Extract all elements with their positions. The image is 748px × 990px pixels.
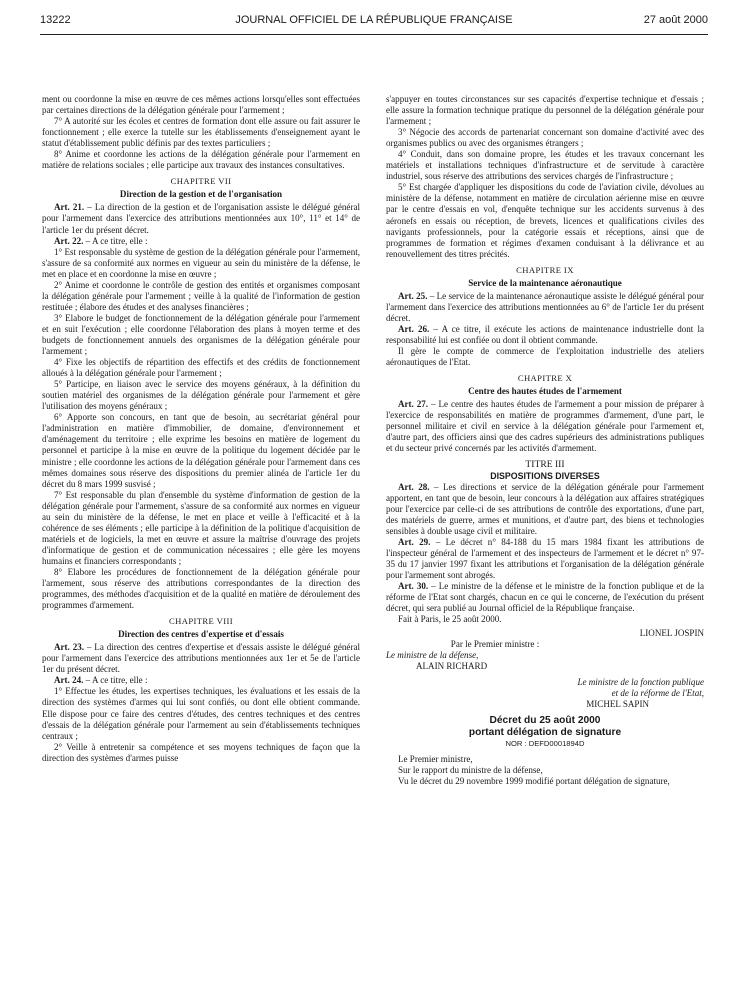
article-text: – Le ministre de la défense et le ministre de la fonction publique et de la réforme de l'Etat sont chargés, chacun en ce qui le concerne, de l'exécution du présent décret, qui sera publié au Journal officiel de la République française. (386, 580, 704, 614)
title-subheading: DISPOSITIONS DIVERSES (490, 470, 600, 481)
paragraph: 8° Anime et coordonne les actions de la délégation générale pour l'armement en matière de relations sociales ; elle participe aux travaux des instances consultatives. (42, 149, 360, 171)
paragraph: Le Premier ministre, (398, 753, 473, 764)
paragraph: ment ou coordonne la mise en œuvre de ces mêmes actions lorsqu'elles sont effectuées par certaines directions de la délégation générale pour l'armement ; (42, 94, 360, 116)
journal-title: JOURNAL OFFICIEL DE LA RÉPUBLIQUE FRANÇAISE (235, 14, 513, 26)
article (386, 581, 704, 614)
paragraph: 5° Participe, en liaison avec le service des moyens généraux, à la définition du soutien matériel des organismes de la délégation générale pour l'armement et gère l'utilisation des moyens généraux ; (42, 379, 360, 412)
article-text: – Le décret n° 84-188 du 15 mars 1984 fixant les attributions de l'inspecteur général de l'armement et des inspecteurs de l'armement et le décret n° 97-35 du 17 janvier 1997 fixant les attributions et l'organisation de la délégation générale pour l'armement sont abrogés. (386, 536, 704, 580)
article-text: – Les directions et service de la délégation générale pour l'armement apportent, en tant que de besoin, leur concours à la délégation aux affaires stratégiques pour l'exercice par celle-ci de ses attributions de contrôle des exportations, d'une part, des matériels de guerre, armes et munitions, et d'autre part, des biens et technologies sensibles à double usage civil et militaire. (386, 481, 704, 536)
article (42, 642, 360, 675)
signature-line: Par le Premier ministre : (450, 639, 540, 650)
article-text: – A ce titre, il exécute les actions de maintenance industrielle dont la responsabilité lui est confiée ou dont il obtient commande. (386, 323, 704, 345)
section-heading: Direction des centres d'expertise et d'essais (118, 629, 284, 640)
right-column (386, 94, 704, 787)
signature-title: et de la réforme de l'Etat, (611, 688, 704, 699)
article-text: – La direction de la gestion et de l'organisation assiste le délégué général pour l'armement dans l'exercice des attributions mentionnées aux 10°, 11° et 14° de l'article 1er du présent décret. (42, 202, 360, 235)
chapter-heading: CHAPITRE VIII (168, 616, 233, 627)
article-number: Art. 29. (398, 536, 431, 547)
article-number: Art. 21. (54, 202, 85, 213)
paragraph: 1° Est responsable du système de gestion de la délégation générale pour l'armement, s'assure de sa conformité aux normes en vigueur au sein du ministère de la défense, le met en place et en coordonne la mise en œuvre ; (42, 246, 360, 279)
paragraph: 7° Est responsable du plan d'ensemble du système d'information de gestion de la délégation générale pour l'armement, s'assure de sa conformité aux normes en vigueur au sein du ministère de la défense, le met en place et veille à l'efficacité et à la cohérence de ses éléments ; elle participe à la définition de la politique d'acquisition de matériels et de logiciels, la met en œuvre et assure la maîtrise d'ouvrage des projets d'informatique de gestion et de communication nécessaires ; elle gère les moyens humains et financiers correspondants ; (42, 489, 360, 566)
article-number: Art. 30. (398, 580, 429, 591)
article-text: – Le service de la maintenance aéronautique assiste le délégué général pour l'armement dans l'exercice des attributions mentionnées au 6° de l'article 1er du présent décret. (386, 290, 704, 323)
signature: MICHEL SAPIN (586, 699, 649, 710)
paragraph: 6° Apporte son concours, en tant que de besoin, au secrétariat général pour l'administration en matière d'immobilier, de domaine, d'environnement et d'aménagement du territoire ; elle exprime les besoins en matière de logement du personnel et participe à la mise en œuvre de la politique du logement décidée par le ministre ; elle coordonne les actions de la délégation générale pour l'armement dans ces mêmes domaines sous réserve des dispositions du premier alinéa de l'article 1er du décret du 8 mars 1999 susvisé ; (42, 412, 360, 489)
signature: ALAIN RICHARD (416, 661, 488, 672)
article-text: – Le centre des hautes études de l'armement a pour mission de préparer à l'exercice de responsabilités en matière de programmes d'armement, d'une part, le personnel militaire et civil en service à la délégation générale pour l'armement et, d'autre part, des officiers ainsi que des cadres supérieurs des administrations publiques et du secteur privé concernés par les activités d'armement. (386, 399, 704, 454)
section-heading: Centre des hautes études de l'armement (468, 386, 622, 397)
article-text: – La direction des centres d'expertise et d'essais assiste le délégué général pour l'armement dans l'exercice des attributions mentionnées aux 1er et 5e de l'article 1er du présent décret. (42, 642, 360, 675)
paragraph: Il gère le compte de commerce de l'exploitation industrielle des ateliers aéronautiques de l'Etat. (386, 346, 704, 368)
article (386, 291, 704, 324)
paragraph: 4° Conduit, dans son domaine propre, les études et les travaux concernant les matériels et installations techniques d'infrastructure et de servitude à caractère industriel, sous réserve des attributions des services chargés de l'infrastructure ; (386, 149, 704, 182)
signature: LIONEL JOSPIN (639, 628, 704, 639)
chapter-heading: CHAPITRE VII (170, 176, 232, 187)
article (42, 236, 360, 247)
nor-reference: NOR : DEFD0001894D (505, 739, 585, 749)
title-heading: TITRE III (525, 459, 565, 471)
article (386, 324, 704, 346)
section-heading: Direction de la gestion et de l'organisation (119, 189, 283, 200)
paragraph: Sur le rapport du ministre de la défense, (398, 764, 543, 775)
article (386, 482, 704, 537)
signature-title: Le ministre de la fonction publique (577, 677, 704, 688)
signature-title: Le ministre de la défense, (386, 650, 479, 661)
paragraph: 4° Fixe les objectifs de répartition des effectifs et des crédits de fonctionnement alloués à la délégation générale pour l'armement ; (42, 357, 360, 379)
decree-title: Décret du 25 août 2000 (489, 715, 601, 727)
paragraph: 8° Elabore les procédures de fonctionnement de la délégation générale pour l'armement, sous réserve des attributions correspondantes de la direction des programmes, des méthodes d'acquisition et de la qualité en matière de déroulement des programmes d'armement. (42, 566, 360, 611)
paragraph: s'appuyer en toutes circonstances sur ses capacités d'expertise technique et d'essais ; elle assure la formation technique pratique du personnel de la délégation générale pour l'armement ; (386, 94, 704, 127)
paragraph: 5° Est chargée d'appliquer les dispositions du code de l'aviation civile, dévolues au ministère de la défense, notamment en matière de circulation aérienne mise en œuvre par le centre d'essais en vol, d'enquête technique sur les accidents survenus à des aéronefs en essais ou réception, de brevets, licences et qualifications civiles des navigants professionnels, pour la catégorie essais et réceptions, ainsi que de programmes de formation et régimes d'examen conduisant à la délivrance et au renouvellement des titres précités. (386, 182, 704, 259)
decree-title: portant délégation de signature (468, 726, 622, 738)
article (42, 675, 360, 686)
paragraph: 1° Effectue les études, les expertises techniques, les évaluations et les essais de la direction des systèmes d'armes qui lui sont confiés, ou dont elle obtient commande. Elle dispose pour ce faire des centres d'études, des centres techniques et des centres d'essais de la délégation générale pour l'armement au sein d'établissements techniques centraux ; (42, 686, 360, 741)
article-number: Art. 24. (54, 675, 84, 686)
page-number: 13222 (40, 14, 71, 26)
left-column (42, 94, 360, 764)
paragraph: Fait à Paris, le 25 août 2000. (398, 614, 502, 625)
paragraph: 2° Veille à entretenir sa compétence et ses moyens techniques de façon que la direction des systèmes d'armes puisse (42, 741, 360, 763)
article-number: Art. 27. (398, 399, 429, 410)
article (42, 202, 360, 235)
paragraph: 3° Elabore le budget de fonctionnement de la délégation générale pour l'armement et en suit l'exécution ; elle coordonne l'élaboration des plans à moyen terme et des budgets de fonctionnement annuels des organismes de la délégation générale pour l'armement ; (42, 312, 360, 357)
article (386, 537, 704, 581)
paragraph: Vu le décret du 29 novembre 1999 modifié portant délégation de signature, (398, 775, 670, 786)
chapter-heading: CHAPITRE X (517, 373, 573, 384)
article (386, 399, 704, 454)
article-number: Art. 25. (398, 290, 428, 301)
article-number: Art. 26. (398, 323, 430, 334)
article-number: Art. 23. (54, 642, 85, 653)
section-heading: Service de la maintenance aéronautique (468, 277, 622, 288)
paragraph: 3° Négocie des accords de partenariat concernant son domaine d'activité avec des organismes publics ou avec des organismes étrangers ; (386, 127, 704, 149)
article-number: Art. 22. (54, 235, 84, 246)
issue-date: 27 août 2000 (643, 14, 708, 26)
chapter-heading: CHAPITRE IX (516, 264, 574, 275)
article-text: – A ce titre, elle : (83, 675, 148, 686)
paragraph: 2° Anime et coordonne le contrôle de gestion des entités et organismes composant la délégation générale pour l'armement ; veille à la qualité de l'information de gestion restituée ; élabore des études et des analyses financières ; (42, 279, 360, 312)
article-text: – A ce titre, elle : (83, 235, 148, 246)
article-number: Art. 28. (398, 481, 430, 492)
page-header (40, 8, 708, 35)
paragraph: 7° A autorité sur les écoles et centres de formation dont elle assure ou fait assurer le fonctionnement ; elle exerce la tutelle sur les établissements d'enseignement ayant le statut d'établissement public définis par des textes particuliers ; (42, 116, 360, 149)
